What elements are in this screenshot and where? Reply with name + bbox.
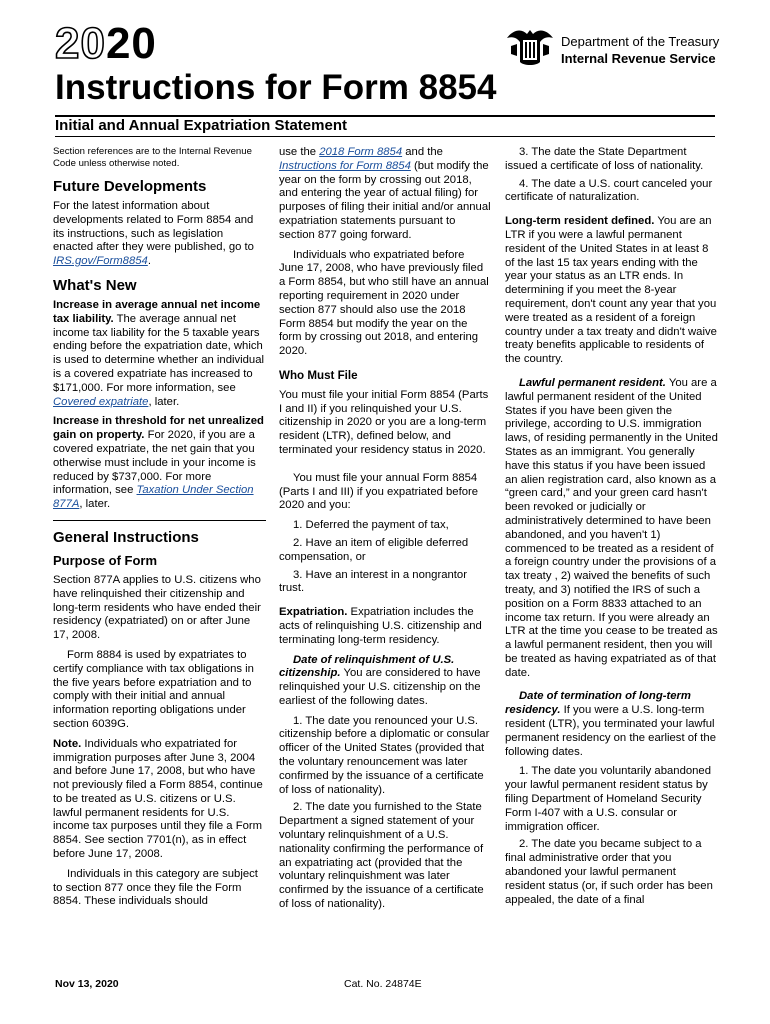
- relinquishment-date-3: 3. The date the State Department issued a certificate of loss of nationality.: [505, 146, 704, 172]
- purpose-of-form-heading: Purpose of Form: [53, 552, 158, 568]
- who-must-file-paragraph-1: You must file your initial Form 8854 (Parts I and II) if you relinquished your U.S. citizenship in 2020 or you are a long-term resident (LTR), defined below, and terminated your residency status in 2020.: [279, 388, 489, 456]
- agency-department: Department of the Treasury: [561, 34, 720, 49]
- future-developments-heading: Future Developments: [53, 178, 207, 195]
- taxation-877a-link[interactable]: Taxation Under Section 877A: [53, 484, 254, 511]
- who-must-file-heading: Who Must File: [279, 368, 358, 382]
- expatriation-paragraph: Expatriation. Expatriation includes the acts of relinquishing U.S. citizenship and terminating long-term residency.: [279, 606, 482, 646]
- whats-new-item-2: Increase in threshold for net unrealized gain on property. For 2020, if you are a covered expatriate, the net gain that you otherwise must include in your income is reduced by $737,000. For more information, see Taxation Under Section 877A, later.: [53, 415, 264, 511]
- ltr-defined-paragraph: Long-term resident defined. You are an LTR if you were a lawful permanent resident of the United States in at least 8 of the last 15 tax years ending with the year your status as an LTR ends. In determining if you meet the 8-year requirement, don't count any year that you were treated as a resident of a foreign country under a tax treaty and didn't waive treaty benefits applicable to residents of the country.: [505, 215, 717, 366]
- pre-2008-paragraph: Individuals who expatriated before June 17, 2008, who have previously filed a Form 8854, but who still have an annual reporting requirement in 2020 under section 877 should also use the 2018 Form 8854 but modify the year on the form by crossing out 2018, and entering 2020.: [279, 248, 489, 358]
- section-divider: [53, 520, 266, 521]
- covered-expatriate-link[interactable]: Covered expatriate: [53, 395, 149, 408]
- purpose-paragraph-2: Form 8884 is used by expatriates to certify compliance with tax obligations in the five years before expatriation and to comply with their initial and annual information reporting obligations under section 6039G.: [53, 648, 254, 730]
- lawful-permanent-resident-paragraph: Lawful permanent resident. You are a lawful permanent resident of the United States if you have been given the privilege, according to U.S. immigration laws, of residing permanently in the United States as an immigrant. You generally have this status if you have been issued an alien registration card, also known as a “green card,” and your green card hasn't been revoked or judicially or administratively determined to have been abandoned, and you haven't 1) commenced to be treated as a resident of a foreign country under the provisions of a tax treaty , 2) waived the benefits of such treaty, and 3) notified the IRS of such a position on a Form 8833 attached to an income tax return. If you were already an LTR at the time you cease to be treated as a lawful permanent resident, then you will be treated as having expatriated as of that date.: [505, 376, 718, 679]
- condition-item-2: 2. Have an item of eligible deferred compensation, or: [279, 536, 469, 563]
- column-right: [505, 146, 718, 911]
- general-instructions-heading: General Instructions: [53, 528, 199, 546]
- termination-paragraph: Date of termination of long-term residency. If you were a U.S. long-term resident (LTR), you terminated your lawful permanent residency on the earliest of the following dates.: [505, 690, 717, 758]
- agency-block: [561, 33, 719, 67]
- footer-date: Nov 13, 2020: [55, 978, 119, 990]
- column-left: [53, 146, 266, 915]
- form-subtitle: Initial and Annual Expatriation Statement: [55, 117, 347, 134]
- category-paragraph: Individuals in this category are subject to section 877 once they file the Form 8854. These individuals should: [53, 867, 258, 908]
- form-year: [55, 19, 157, 68]
- condition-item-1: 1. Deferred the payment of tax,: [293, 519, 449, 532]
- whats-new-heading: What's New: [53, 276, 137, 294]
- whats-new-item-1: Increase in average annual net income tax liability. The average annual net income tax liability for the 5 taxable years ending before the expatriation date, which is used to determine whether an individual is a covered expatriate has increased to $171,000. For more information, see Covered expatriate, later.: [53, 298, 265, 408]
- year-bold: 20: [105, 19, 157, 68]
- who-must-file-paragraph-2: You must file your annual Form 8854 (Parts I and III) if you expatriated before 2020 and you:: [279, 471, 479, 512]
- page-title: Instructions for Form 8854: [55, 68, 497, 107]
- year-outline: 20: [55, 19, 106, 68]
- relinquishment-date-1: 1. The date you renounced your U.S. citizenship before a diplomatic or consular officer of the United States (provided that the voluntary renouncement was later confirmed by the issuance of a certificate of loss of nationality).: [279, 714, 490, 796]
- relinquishment-date-2: 2. The date you furnished to the State Department a signed statement of your voluntary relinquishment of a U.S. nationality confirming the performance of an expatriating act (provided that the voluntary relinquishment was later confirmed by the issuance of a certificate of loss of nationality).: [279, 801, 484, 911]
- form-2018-paragraph: use the 2018 Form 8854 and the Instructions for Form 8854 (but modify the year on the form by crossing out 2018, and entering the year of actual filing) for purposes of filing their initial and/or annual expatriation statements pursuant to section 877 going forward.: [279, 146, 491, 241]
- relinquishment-date-4: 4. The date a U.S. court canceled your certificate of naturalization.: [505, 177, 713, 204]
- footer-catalog-number: Cat. No. 24874E: [344, 978, 422, 990]
- termination-date-2: 2. The date you became subject to a final administrative order that you abandoned your lawful permanent resident status (or, if such order has been appealed, the date of a final: [505, 838, 713, 906]
- relinquishment-paragraph: Date of relinquishment of U.S. citizenship. You are considered to have relinquished your U.S. citizenship on the earliest of the following dates.: [279, 653, 481, 707]
- agency-irs: Internal Revenue Service: [561, 51, 716, 66]
- irs-eagle-icon: [503, 26, 557, 70]
- section-references: Section references are to the Internal Revenue Code unless otherwise noted.: [53, 146, 252, 169]
- future-developments-text: For the latest information about developments related to Form 8854 and its instructions, such as legislation enacted after they were published, go to IRS.gov/Form8854.: [53, 200, 254, 268]
- note-paragraph: Note. Individuals who expatriated for immigration purposes after June 3, 2004 and before June 17, 2008, but who have not previously filed a Form 8854, continue to be treated as U.S. citizens or U.S. lawful permanent residents for U.S. income tax purposes until they file a Form 8854. See section 7701(n), as in effect before June 17, 2008.: [53, 737, 263, 861]
- irs-form8854-link[interactable]: IRS.gov/Form8854: [53, 255, 148, 268]
- purpose-paragraph-1: Section 877A applies to U.S. citizens who have relinquished their citizenship and long-term residents who have ended their residency (expatriated) on or after June 17, 2008.: [53, 573, 261, 642]
- subtitle-rule: [55, 136, 715, 137]
- column-middle: [279, 146, 492, 916]
- instructions-8854-link[interactable]: Instructions for Form 8854: [279, 159, 411, 172]
- condition-item-3: 3. Have an interest in a nongrantor trust.: [279, 568, 467, 595]
- form-2018-link[interactable]: 2018 Form 8854: [319, 146, 403, 158]
- termination-date-1: 1. The date you voluntarily abandoned your lawful permanent resident status by filing Department of Homeland Security Form I-407 with a U.S. consular or immigration officer.: [505, 765, 711, 833]
